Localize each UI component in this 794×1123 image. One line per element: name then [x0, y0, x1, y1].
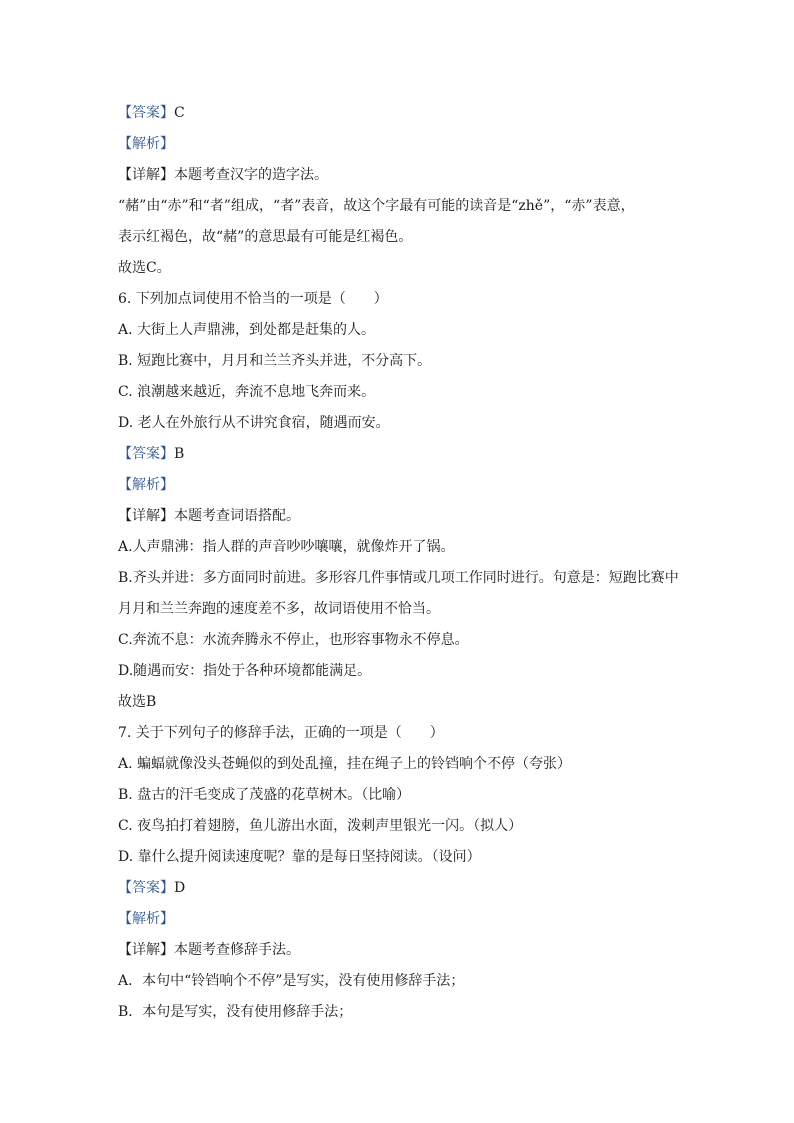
text-line: B.齐头并进：多方面同时前进。多形容几件事情或几项工作同时进行。句意是：短跑比赛中	[118, 570, 679, 586]
analysis-tag: 解析	[132, 136, 160, 152]
detail-tag: 【详解】	[118, 942, 174, 958]
text-line: A. 大街上人声鼎沸，到处都是赶集的人。	[118, 322, 376, 338]
answer-value: C	[174, 105, 185, 121]
text-line: 故选C。	[118, 260, 171, 276]
text-line: “赭”由“赤”和“者”组成，“者”表音，故这个字最有可能的读音是“zhě”，“赤”表意，	[118, 198, 635, 214]
answer-value: D	[174, 880, 186, 896]
answer-line	[118, 98, 678, 129]
detail-tag: 【详解】	[118, 167, 174, 183]
detail-text: 本题考查词语搭配。	[174, 508, 300, 524]
bracket-right: 】	[160, 911, 174, 927]
text-line: 表示红褐色，故“赭”的意思最有可能是红褐色。	[118, 229, 413, 245]
text-line: A．本句中“铃铛响个不停”是写实，没有使用修辞手法；	[118, 973, 465, 989]
text-line: 故选B	[118, 694, 157, 710]
text-line: C. 夜鸟拍打着翅膀，鱼儿游出水面，泼刺声里银光一闪。（拟人）	[118, 818, 523, 834]
analysis-tag: 解析	[132, 911, 160, 927]
detail-line	[118, 160, 678, 191]
text-line: A.人声鼎沸：指人群的声音吵吵嚷嚷，就像炸开了锅。	[118, 539, 455, 555]
text-line: B．本句是写实，没有使用修辞手法；	[118, 1004, 353, 1020]
detail-tag: 【详解】	[118, 508, 174, 524]
bracket-left: 【	[118, 911, 132, 927]
text-line: D.随遇而安：指处于各种环境都能满足。	[118, 663, 372, 679]
detail-text: 本题考查修辞手法。	[174, 942, 300, 958]
text-line: D. 靠什么提升阅读速度呢？靠的是每日坚持阅读。（设问）	[118, 849, 481, 865]
analysis-heading	[118, 904, 678, 935]
answer-tag: 【答案】	[118, 105, 174, 121]
bracket-right: 】	[160, 477, 174, 493]
analysis-heading	[118, 470, 678, 501]
text-line: C.奔流不息：水流奔腾永不停止，也形容事物永不停息。	[118, 632, 469, 648]
bracket-left: 【	[118, 477, 132, 493]
text-line: B. 短跑比赛中，月月和兰兰齐头并进，不分高下。	[118, 353, 432, 369]
text-line: D. 老人在外旅行从不讲究食宿，随遇而安。	[118, 415, 390, 431]
analysis-heading	[118, 129, 678, 160]
answer-line	[118, 873, 678, 904]
analysis-tag: 解析	[132, 477, 160, 493]
detail-text: 本题考查汉字的造字法。	[174, 167, 328, 183]
answer-value: B	[174, 446, 185, 462]
answer-tag: 【答案】	[118, 880, 174, 896]
text-line: C. 浪潮越来越近，奔流不息地飞奔而来。	[118, 384, 376, 400]
text-line: A. 蝙蝠就像没头苍蝇似的到处乱撞，挂在绳子上的铃铛响个不停（夸张）	[118, 756, 572, 772]
bracket-left: 【	[118, 136, 132, 152]
text-line: 7. 关于下列句子的修辞手法，正确的一项是（ ）	[118, 725, 444, 741]
text-line: B. 盘古的汗毛变成了茂盛的花草树木。（比喻）	[118, 787, 411, 803]
text-line: 6. 下列加点词使用不恰当的一项是（ ）	[118, 291, 388, 307]
detail-line	[118, 501, 678, 532]
detail-line	[118, 935, 678, 966]
answer-tag: 【答案】	[118, 446, 174, 462]
document-page	[118, 98, 678, 1028]
answer-line	[118, 439, 678, 470]
text-line: 月月和兰兰奔跑的速度差不多，故词语使用不恰当。	[118, 601, 440, 617]
bracket-right: 】	[160, 136, 174, 152]
